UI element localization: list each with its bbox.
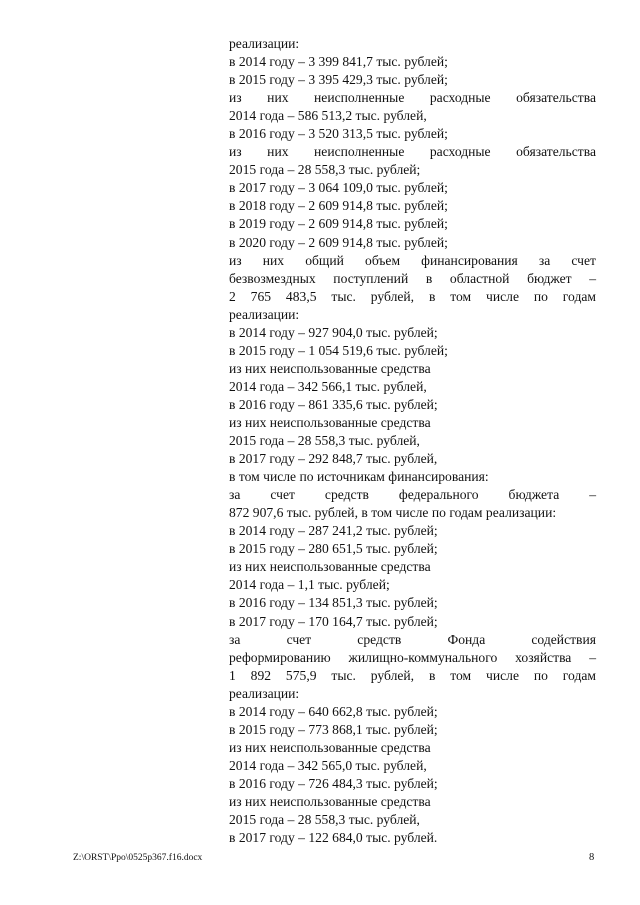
text-line: безвозмездных поступлений в областной бюджет – <box>229 270 596 286</box>
text-line: из них неиспользованные средства <box>229 360 431 376</box>
text-line: в 2020 году – 2 609 914,8 тыс. рублей; <box>229 234 448 250</box>
text-line: в 2017 году – 292 848,7 тыс. рублей, <box>229 451 438 467</box>
text-line: за счет средств Фонда содействия <box>229 631 596 647</box>
text-line: из них неиспользованные средства <box>229 414 431 430</box>
text-line: из них неисполненные расходные обязательства <box>229 144 596 160</box>
text-line: в 2015 году – 1 054 519,6 тыс. рублей; <box>229 342 448 358</box>
text-line: из них неиспользованные средства <box>229 559 431 575</box>
text-line: 2014 года – 342 565,0 тыс. рублей, <box>229 757 427 773</box>
text-line: в 2016 году – 3 520 313,5 тыс. рублей; <box>229 126 448 142</box>
text-line: реализации: <box>229 306 300 322</box>
text-line: в 2015 году – 3 395 429,3 тыс. рублей; <box>229 72 448 88</box>
text-line: 2014 года – 586 513,2 тыс. рублей, <box>229 108 427 124</box>
text-line: в 2016 году – 861 335,6 тыс. рублей; <box>229 396 438 412</box>
text-line: реформированию жилищно-коммунального хозяйства – <box>229 649 596 665</box>
text-line: в 2017 году – 170 164,7 тыс. рублей; <box>229 613 438 629</box>
text-line: реализации: <box>229 36 300 51</box>
text-line: в 2014 году – 640 662,8 тыс. рублей; <box>229 703 438 719</box>
text-line: 2014 года – 1,1 тыс. рублей; <box>229 577 390 593</box>
text-line: 2 765 483,5 тыс. рублей, в том числе по годам <box>229 288 596 304</box>
text-line: 2014 года – 342 566,1 тыс. рублей, <box>229 378 427 394</box>
text-line: из них неисполненные расходные обязательства <box>229 90 596 106</box>
footer-file-path: Z:\ORST\Ppo\0525p367.f16.docx <box>73 853 203 863</box>
text-line: в 2017 году – 3 064 109,0 тыс. рублей; <box>229 180 448 196</box>
footer-page-number: 8 <box>589 852 595 863</box>
text-line: 1 892 575,9 тыс. рублей, в том числе по годам <box>229 667 596 683</box>
text-line: в 2019 году – 2 609 914,8 тыс. рублей; <box>229 216 448 232</box>
text-line: в 2014 году – 287 241,2 тыс. рублей; <box>229 523 438 539</box>
text-line: 2015 года – 28 558,3 тыс. рублей, <box>229 433 420 449</box>
text-line: в 2015 году – 280 651,5 тыс. рублей; <box>229 541 438 557</box>
text-line: в том числе по источникам финансирования: <box>229 469 489 485</box>
text-line: в 2018 году – 2 609 914,8 тыс. рублей; <box>229 198 448 214</box>
text-line: 2015 года – 28 558,3 тыс. рублей; <box>229 162 421 178</box>
text-line: из них неиспользованные средства <box>229 739 431 755</box>
text-line: в 2016 году – 134 851,3 тыс. рублей; <box>229 595 438 611</box>
text-line: в 2017 году – 122 684,0 тыс. рублей. <box>229 830 438 846</box>
text-line: в 2015 году – 773 868,1 тыс. рублей; <box>229 721 438 737</box>
text-line: реализации: <box>229 685 300 701</box>
text-line: из них общий объем финансирования за счет <box>229 252 596 268</box>
text-line: в 2016 году – 726 484,3 тыс. рублей; <box>229 775 438 791</box>
text-line: из них неиспользованные средства <box>229 793 431 809</box>
document-body <box>229 35 596 847</box>
text-line: 872 907,6 тыс. рублей, в том числе по годам реализации: <box>229 505 557 521</box>
text-line: за счет средств федерального бюджета – <box>229 487 596 503</box>
text-line: в 2014 году – 3 399 841,7 тыс. рублей; <box>229 54 448 70</box>
text-line: в 2014 году – 927 904,0 тыс. рублей; <box>229 324 438 340</box>
text-line: 2015 года – 28 558,3 тыс. рублей, <box>229 812 420 828</box>
